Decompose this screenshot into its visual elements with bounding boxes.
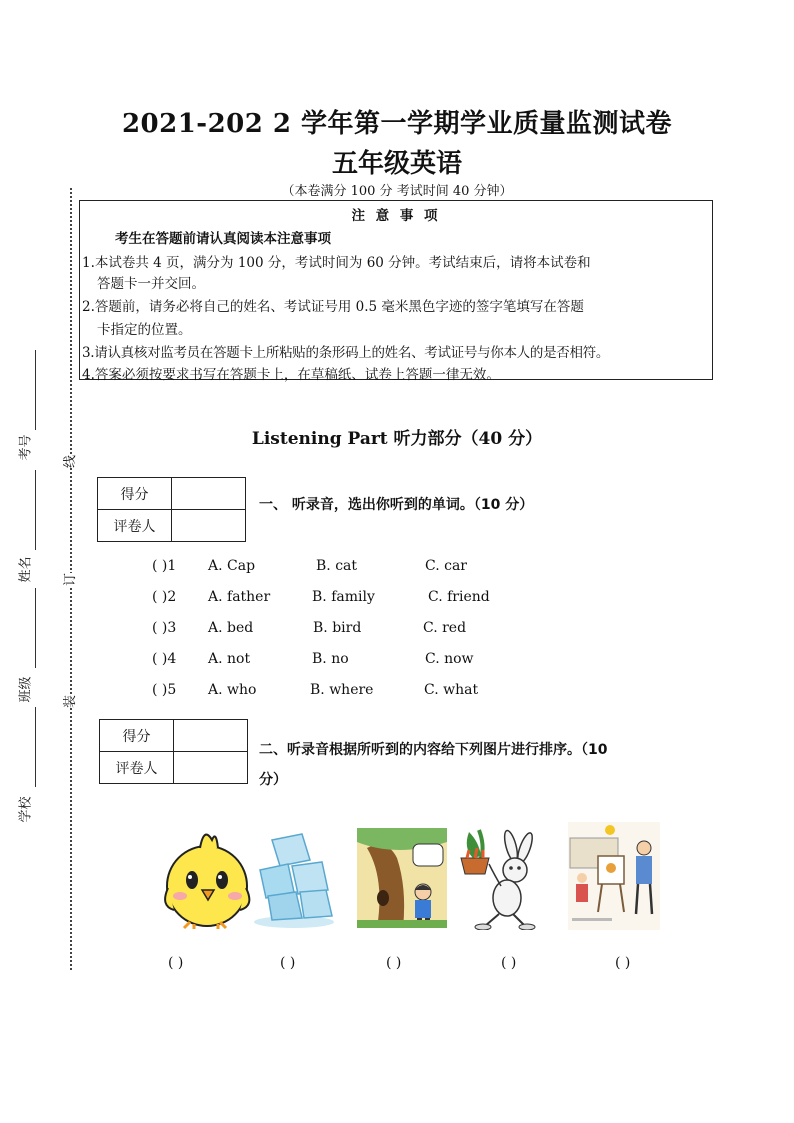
notice-line: 答题卡一并交回。	[97, 276, 205, 292]
score-cell[interactable]	[174, 720, 248, 752]
name-underline	[35, 707, 36, 787]
picture-answer-blank[interactable]: ( )	[280, 955, 296, 971]
option-c: C. friend	[428, 589, 490, 605]
part2-title-line1: 二、听录音根据所听到的内容给下列图片进行排序。（10	[259, 742, 608, 758]
seal-char-pack: 装	[59, 695, 78, 708]
part1-title: 一、 听录音，选出你听到的单词。（10 分）	[259, 497, 534, 513]
student-name-label: 姓名	[18, 556, 34, 583]
notice-line: 4.答案必须按要求书写在答题卡上，在草稿纸、试卷上答题一律无效。	[82, 367, 500, 383]
name-underline	[35, 588, 36, 668]
answer-blank[interactable]: ( )5	[152, 682, 177, 698]
grader-cell[interactable]	[174, 752, 248, 784]
painting-picture	[568, 822, 660, 930]
grader-cell[interactable]	[172, 510, 246, 542]
school-label: 学校	[18, 796, 34, 823]
tree-boy-picture	[357, 828, 447, 928]
notice-intro: 考生在答题前请认真阅读本注意事项	[115, 231, 331, 247]
picture-answer-blank[interactable]: ( )	[501, 955, 517, 971]
option-c: C. what	[424, 682, 479, 698]
seal-char-bind: 订	[59, 573, 78, 586]
score-label: 得分	[98, 478, 172, 510]
notice-line: 3.请认真核对监考员在答题卡上所粘贴的条形码上的姓名、考试证号与你本人的是否相符。	[82, 345, 610, 361]
option-c: C. car	[425, 558, 467, 574]
picture-answer-blank[interactable]: ( )	[615, 955, 631, 971]
option-b: B. cat	[316, 558, 358, 574]
class-label: 班级	[18, 676, 34, 703]
exam-title: 2021-202 2 学年第一学期学业质量监测试卷	[121, 109, 673, 139]
option-b: B. bird	[313, 620, 362, 636]
answer-blank[interactable]: ( )4	[152, 651, 177, 667]
notice-line: 卡指定的位置。	[97, 322, 192, 338]
name-underline	[35, 470, 36, 550]
option-b: B. no	[312, 651, 349, 667]
picture-answer-blank[interactable]: ( )	[386, 955, 402, 971]
option-b: B. where	[310, 682, 374, 698]
grader-label: 评卷人	[98, 510, 172, 542]
notice-heading: 注 意 事 项	[351, 208, 441, 224]
answer-blank[interactable]: ( )3	[152, 620, 177, 636]
option-a: A. not	[208, 651, 251, 667]
option-c: C. red	[423, 620, 467, 636]
score-cell[interactable]	[172, 478, 246, 510]
seal-char-line: 线	[59, 455, 78, 468]
picture-answer-blank[interactable]: ( )	[168, 955, 184, 971]
listening-section-title: Listening Part 听力部分（40 分）	[251, 429, 543, 449]
rabbit-picture	[455, 828, 545, 930]
notice-line: 2.答题前，请务必将自己的姓名、考试证号用 0.5 毫米黑色字迹的签字笔填写在答题	[82, 299, 584, 315]
exam-note: （本卷满分 100 分 考试时间 40 分钟）	[281, 184, 513, 199]
notice-line: 1.本试卷共 4 页，满分为 100 分，考试时间为 60 分钟。考试结束后，请将本试卷和	[82, 255, 591, 271]
score-label: 得分	[100, 720, 174, 752]
option-b: B. family	[312, 589, 375, 605]
answer-blank[interactable]: ( )2	[152, 589, 177, 605]
name-underline	[35, 350, 36, 430]
option-a: A. bed	[208, 620, 254, 636]
option-c: C. now	[425, 651, 474, 667]
grader-label: 评卷人	[100, 752, 174, 784]
part2-title-line2: 分）	[259, 772, 287, 788]
exam-subtitle: 五年级英语	[331, 149, 462, 179]
option-a: A. father	[208, 589, 271, 605]
answer-blank[interactable]: ( )1	[152, 558, 177, 574]
exam-number-label: 考号	[18, 434, 34, 461]
score-table	[99, 719, 248, 784]
score-table	[97, 477, 246, 542]
ice-picture	[252, 830, 336, 930]
chick-picture	[160, 818, 255, 930]
option-a: A. Cap	[208, 558, 256, 574]
notice-box	[79, 200, 713, 383]
option-a: A. who	[208, 682, 257, 698]
